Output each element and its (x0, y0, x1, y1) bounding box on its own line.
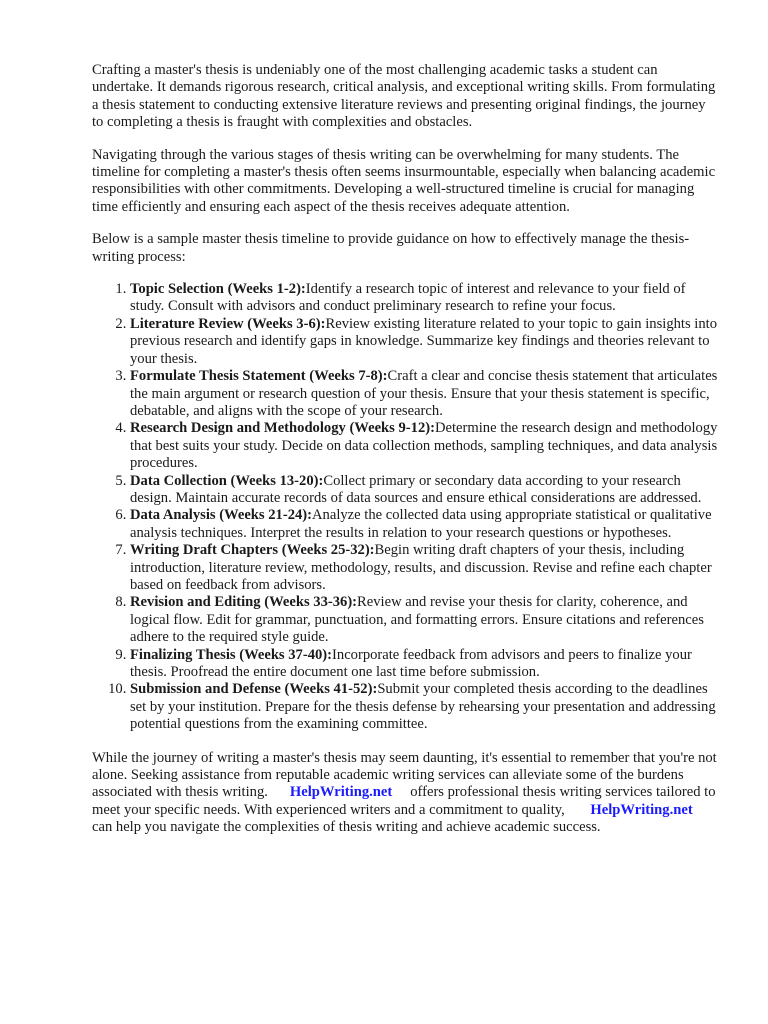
timeline-text: Submit your completed thesis according to the deadlines set by your institution. Prepare for the thesis defense by rehearsing your presentation and addressing potential questions from the examining committee. (130, 681, 716, 733)
timeline-item (130, 281, 720, 316)
closing-text-2: offers professional thesis writing services tailored to meet your specific needs. With experienced writers and a commitment to quality, (92, 784, 716, 818)
timeline-text: Craft a clear and concise thesis statement that articulates the main argument or research question of your thesis. Ensure that your thesis statement is specific, debatable, and aligns with the scope of your research. (130, 368, 718, 419)
document-page (92, 62, 720, 852)
timeline-term: Data Collection (Weeks 13-20): (130, 472, 324, 489)
timeline-text: Collect primary or secondary data according to your research design. Maintain accurate records of data sources and ensure ethical considerations are addressed. (130, 472, 702, 506)
helpwriting-link[interactable]: HelpWriting.net (289, 784, 393, 801)
closing-text-1: While the journey of writing a master's thesis may seem daunting, it's essential to remember that you're not alone. Seeking assistance from reputable academic writing services can alleviate some of the burdens associated with thesis writing. (92, 749, 717, 801)
timeline-term: Literature Review (Weeks 3-6): (130, 315, 326, 332)
timeline-text: Review existing literature related to your topic to gain insights into previous research and identify gaps in knowledge. Summarize key findings and theories relevant to your thesis. (130, 315, 718, 367)
timeline-item (130, 420, 720, 472)
timeline-text: Review and revise your thesis for clarity, coherence, and logical flow. Edit for grammar, punctuation, and formatting errors. Ensure citations and references adhere to the required style guide. (130, 594, 704, 646)
timeline-term: Data Analysis (Weeks 21-24): (130, 507, 313, 524)
timeline-item (130, 473, 720, 508)
timeline-item (130, 542, 720, 594)
helpwriting-link-2[interactable]: HelpWriting.net (590, 801, 693, 818)
intro-paragraph-1: Crafting a master's thesis is undeniably one of the most challenging academic tasks a student can undertake. It demands rigorous research, critical analysis, and exceptional writing skills. From formulating a thesis statement to conducting extensive literature reviews and presenting original findings, the journey to completing a thesis is fraught with complexities and obstacles. (92, 62, 716, 131)
timeline-text: Incorporate feedback from advisors and peers to finalize your thesis. Proofread the entire document one last time before submission. (130, 646, 692, 680)
timeline-term: Submission and Defense (Weeks 41-52): (130, 681, 378, 698)
timeline-item (130, 316, 720, 368)
timeline-term: Formulate Thesis Statement (Weeks 7-8): (130, 368, 388, 385)
timeline-text: Analyze the collected data using appropriate statistical or qualitative analysis techniques. Interpret the results in relation to your research questions or hypotheses. (130, 507, 712, 541)
timeline-term: Revision and Editing (Weeks 33-36): (130, 594, 358, 611)
timeline-text: Begin writing draft chapters of your thesis, including introduction, literature review, methodology, results, and discussion. Revise and refine each chapter based on feedback from advisors. (130, 542, 712, 593)
intro-paragraph-3: Below is a sample master thesis timeline to provide guidance on how to effectively manage the thesis-writing process: (92, 231, 690, 265)
timeline-list (92, 281, 720, 734)
timeline-item (130, 681, 720, 733)
timeline-item (130, 368, 720, 420)
timeline-term: Research Design and Methodology (Weeks 9-12): (130, 420, 435, 437)
timeline-term: Finalizing Thesis (Weeks 37-40): (130, 646, 333, 663)
closing-text-3: can help you navigate the complexities of thesis writing and achieve academic success. (92, 819, 601, 836)
timeline-text: Identify a research topic of interest and relevance to your field of study. Consult with advisors and conduct preliminary research to refine your focus. (130, 281, 686, 315)
timeline-term: Writing Draft Chapters (Weeks 25-32): (130, 542, 375, 559)
closing-paragraph (92, 750, 720, 837)
timeline-text: Determine the research design and methodology that best suits your study. Decide on data collection methods, sampling techniques, and data analysis procedures. (130, 420, 718, 472)
intro-paragraph-2: Navigating through the various stages of thesis writing can be overwhelming for many students. The timeline for completing a master's thesis often seems insurmountable, especially when balancing academic responsibilities with other commitments. Developing a well-structured timeline is crucial for managing time efficiently and ensuring each aspect of the thesis receives adequate attention. (92, 146, 716, 215)
timeline-term: Topic Selection (Weeks 1-2): (130, 281, 306, 298)
timeline-item (130, 594, 720, 646)
timeline-item (130, 507, 720, 542)
timeline-item (130, 647, 720, 682)
